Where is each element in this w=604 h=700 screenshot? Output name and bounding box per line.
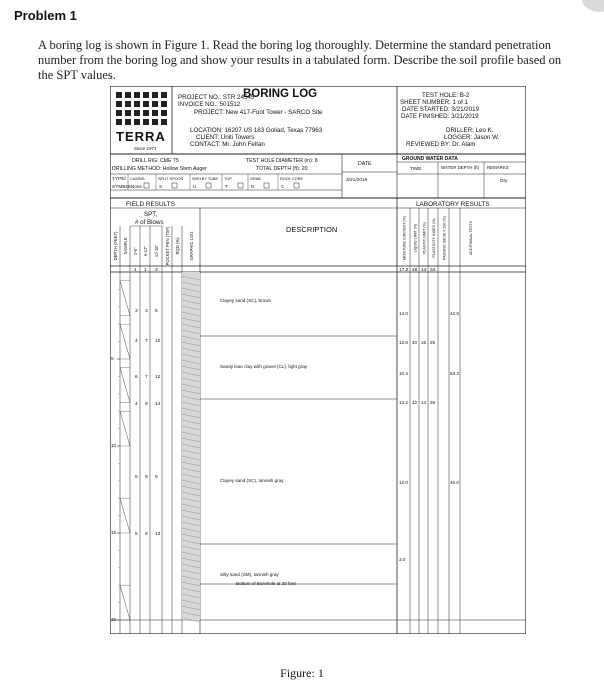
spt-label: SPT, — [144, 211, 158, 218]
invoice-no: INVOICE NO.: 501512 — [178, 101, 241, 108]
col-pocket-pen-heading: POCKET PEN (TSF) — [165, 226, 170, 266]
log-heading: BORING LOG — [243, 88, 318, 100]
moisture-content: 14.0 — [399, 311, 408, 316]
spt-blow-3: 14 — [155, 402, 161, 407]
soil-description: Sandy lean clay with gravel (CL), light gray — [220, 364, 308, 369]
water-depth-label: WATER DEPTH (ft) — [441, 165, 480, 170]
sampler-type: GRAB — [250, 177, 261, 181]
drilling-method: DRILLING METHOD: Hollow Stem Auger — [112, 166, 207, 172]
spt-blow-1: 5 — [135, 532, 138, 537]
logo-square — [161, 110, 167, 116]
logo-square — [125, 119, 131, 125]
lab-heading: ADDITIONAL TESTS — [469, 221, 473, 255]
sampler-box — [172, 183, 177, 188]
top-value: 14 — [421, 268, 427, 273]
logo-square — [152, 92, 158, 98]
logo-square — [116, 92, 122, 98]
logo-square — [143, 92, 149, 98]
col-depth-heading: DEPTH (FEET) — [113, 231, 118, 261]
soil-description: Clayey sand (SC), brown — [220, 298, 272, 303]
spt-blow-2: 9 — [145, 532, 148, 537]
col-rqd-heading: RQD (%) — [175, 237, 180, 255]
liquid-limit: 40 — [412, 340, 418, 345]
top-value: 48 — [412, 268, 418, 273]
sampler-symbol: T — [225, 184, 228, 189]
spt-blow-2: 3 — [145, 309, 148, 314]
depth-tick: 10 — [111, 443, 117, 448]
spt-blow-1: 6 — [135, 375, 138, 380]
sampler-box — [206, 183, 211, 188]
top-value: 1 — [134, 268, 137, 273]
spt-blow-1: 5 — [135, 475, 138, 480]
lab-heading: MOISTURE CONTENT (%) — [402, 216, 407, 260]
driller: DRILLER: Leo K. — [446, 127, 494, 134]
spt-blow-2: 7 — [145, 339, 148, 344]
total-depth: TOTAL DEPTH (ft): 20 — [256, 166, 308, 172]
logo-square — [116, 110, 122, 116]
terra-logo — [116, 92, 167, 151]
sampler-type: SHELBY TUBE — [192, 177, 219, 181]
type-label: TYPE/ — [112, 177, 126, 182]
logo-square — [152, 119, 158, 125]
remarks-label: REMARKS — [487, 165, 509, 170]
passing-200: 42.8 — [450, 311, 459, 316]
logo-square — [134, 119, 140, 125]
symbol-label: SYMBOL — [112, 185, 132, 190]
soil-description: Bottom of Borehole at 20 feet — [236, 581, 296, 586]
blows-label: # of Blows — [135, 219, 164, 226]
logo-square — [143, 101, 149, 107]
spt-blow-2: 9 — [145, 402, 148, 407]
sampler-symbol: G — [251, 184, 255, 189]
depth-tick: 20 — [111, 617, 117, 622]
col-spt1-heading: 0-6" — [133, 247, 138, 255]
liquid-limit: 42 — [412, 400, 418, 405]
lab-results-label: LABORATORY RESULTS — [416, 201, 490, 208]
spt-blow-1: 4 — [135, 339, 138, 344]
spt-blow-2: 9 — [145, 475, 148, 480]
top-value: 1 — [144, 268, 147, 273]
logo-sub: Since 1971 — [134, 146, 157, 151]
logo-square — [134, 92, 140, 98]
logo-square — [161, 119, 167, 125]
depth-tick: 5 — [111, 356, 114, 361]
logo-square — [125, 92, 131, 98]
soil-description: Clayey sand (SC), tannish gray — [220, 478, 284, 483]
sampler-box — [238, 183, 243, 188]
depth-tick: 15 — [111, 530, 117, 535]
logo-square — [161, 101, 167, 107]
spt-blow-1: 3 — [135, 309, 138, 314]
top-value: 17.2 — [399, 268, 409, 273]
sampler-box — [144, 183, 149, 188]
boring-log-figure — [110, 86, 526, 634]
figure-caption: Figure: 1 — [280, 666, 324, 680]
logo-square — [143, 119, 149, 125]
date-label: DATE — [358, 161, 372, 167]
lab-heading: PLASTICITY INDEX (%) — [432, 218, 436, 258]
moisture-content: 12.8 — [399, 340, 408, 345]
test-hole-diameter: TEST HOLE DIAMETER (in): 8 — [246, 158, 318, 164]
sampler-type: CASING — [130, 177, 145, 181]
logo-square — [116, 101, 122, 107]
sampler-symbol: U — [193, 184, 197, 189]
logo-text: TERRA — [116, 129, 166, 144]
sampler-type: TOP — [224, 177, 232, 181]
logo-square — [125, 110, 131, 116]
logo-square — [143, 110, 149, 116]
client: CLIENT: Uniti Towers — [196, 134, 255, 141]
drill-rig: DRILL RIG: CME 75 — [132, 158, 179, 164]
contact: CONTACT: Mr. John Feltan — [190, 141, 265, 148]
col-sample-heading: SAMPLE — [123, 237, 128, 255]
lab-heading: PASSING SIEVE # 200 (%) — [442, 216, 447, 260]
location: LOCATION: 16207 US 183 Goliad, Texas 77963 — [190, 127, 323, 134]
project-name: PROJECT: New 417-Foot Tower - SARCO Site — [194, 109, 323, 116]
groundwater-title: GROUND WATER DATA — [402, 156, 458, 162]
description-heading: DESCRIPTION — [286, 225, 338, 234]
logo-square — [152, 101, 158, 107]
sampler-box — [264, 183, 269, 188]
col-graphic-heading: GRAPHIC LOG — [189, 231, 194, 261]
sampler-type: ROCK CORE — [280, 177, 303, 181]
reviewed-by: REVIEWED BY: Dr. Alam — [406, 141, 476, 148]
top-value: 3 — [155, 268, 158, 273]
moisture-content: 10.4 — [399, 371, 408, 376]
logo-square — [125, 101, 131, 107]
date-value: 3/21/2019 — [346, 178, 368, 183]
remarks-value: Dry — [500, 179, 508, 184]
sampler-symbol: C — [281, 184, 285, 189]
sheet-number: SHEET NUMBER: 1 of 1 — [400, 99, 468, 106]
logger: LOGGER: Jason W. — [444, 134, 500, 141]
logo-square — [161, 92, 167, 98]
spt-blow-3: 12 — [155, 375, 161, 380]
sampler-symbol: S — [159, 184, 163, 189]
logo-square — [116, 119, 122, 125]
test-hole: TEST HOLE: B-2 — [422, 92, 470, 99]
lab-heading: LIQUID LIMIT (%) — [413, 223, 418, 253]
logo-square — [134, 110, 140, 116]
plasticity-index: 25 — [430, 340, 436, 345]
plastic-limit: 15 — [421, 340, 427, 345]
soil-description: Silty sand (SM), tannish gray — [220, 572, 279, 577]
logo-square — [152, 110, 158, 116]
project-no: PROJECT NO.: STR 24545 — [178, 94, 255, 101]
spt-blow-1: 4 — [135, 402, 138, 407]
top-value: 34 — [430, 268, 436, 273]
date-finished: DATE FINISHED: 3/21/2019 — [401, 113, 479, 120]
spt-blow-2: 7 — [145, 375, 148, 380]
problem-title: Problem 1 — [14, 8, 77, 23]
spt-blow-3: 13 — [155, 532, 161, 537]
moisture-content: 13.2 — [399, 400, 408, 405]
corner-badge — [582, 0, 604, 12]
spt-blow-3: 6 — [155, 309, 158, 314]
passing-200: 53.3 — [450, 371, 459, 376]
time-label: TIME — [410, 167, 422, 172]
plasticity-index: 28 — [430, 400, 436, 405]
col-spt3-heading: 12-18" — [154, 244, 159, 258]
spt-blow-3: 9 — [155, 475, 158, 480]
sampler-box — [294, 183, 299, 188]
field-results-label: FIELD RESULTS — [126, 201, 175, 208]
sampler-symbol: None — [131, 184, 142, 189]
date-started: DATE STARTED: 3/21/2019 — [402, 106, 480, 113]
lab-heading: PLASTIC LIMIT (%) — [422, 222, 427, 254]
plastic-limit: 14 — [421, 400, 427, 405]
col-spt2-heading: 6-12" — [143, 246, 148, 256]
passing-200: 46.0 — [450, 480, 459, 485]
sampler-type: SPLIT SPOON — [158, 177, 184, 181]
moisture-content: 12.0 — [399, 480, 408, 485]
instructions-paragraph: A boring log is shown in Figure 1. Read the boring log thoroughly. Determine the standard penetration number from the boring log and show your results in a tabulated form. Describe the soil profile based on the SPT values. — [38, 38, 562, 82]
moisture-content: 3.0 — [399, 557, 406, 562]
spt-blow-3: 12 — [155, 339, 161, 344]
logo-square — [134, 101, 140, 107]
